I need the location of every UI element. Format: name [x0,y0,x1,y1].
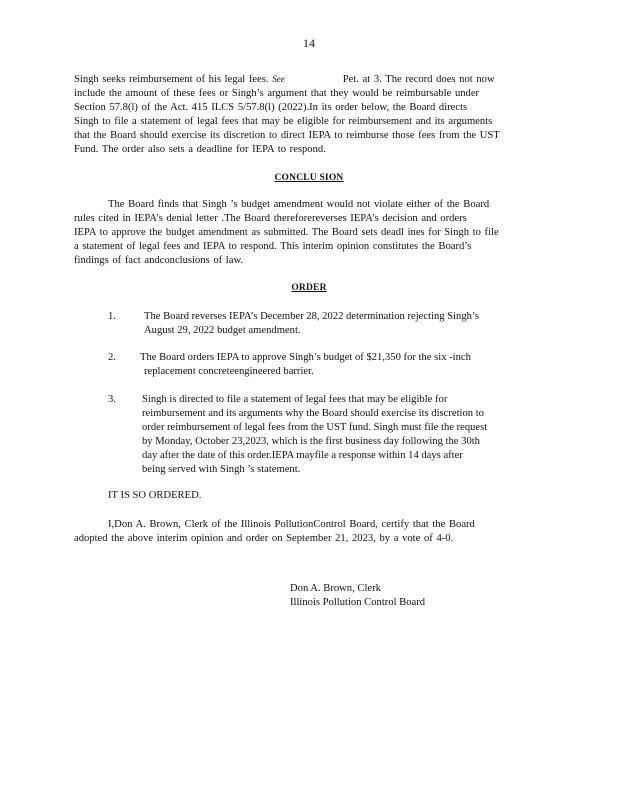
order-item-line: day after the date of this order.IEPA mayfile a response within 14 days after [142,449,463,461]
order-item-line: The Board reverses IEPA’s December 28, 2022 determination rejecting Singh’s [144,311,479,322]
order-heading: ORDER [291,283,327,293]
paragraph-line: Singh seeks reimbursement of his legal fees. See Pet. at 3. The record does not now [74,74,495,85]
paragraph-line: include the amount of these fees or Singh’s argument that they would be reimbursable under [74,87,480,99]
paragraph-line: Singh to file a statement of legal fees that may be eligible for reimbursement and its arguments [74,115,493,127]
order-item-line: by Monday, October 23,2023, which is the first business day following the 30th [142,435,480,447]
fees-paragraph [74,73,544,156]
signature-block [290,582,425,610]
certification-paragraph [74,518,544,546]
paragraph-line: rules cited in IEPA’s denial letter .The Board thereforereverses IEPA’s decision and orders [74,212,467,224]
order-item-line: reimbursement and its arguments why the Board should exercise its discretion to [142,407,484,419]
order-item-number: 2. [108,352,116,363]
page-number: 14 [303,36,315,50]
see-citation: See [272,74,285,84]
paragraph-line: adopted the above interim opinion and order on September 21, 2023, by a vote of 4-0. [74,532,454,544]
paragraph-line: that the Board should exercise its discretion to direct IEPA to reimburse those fees from the UST [74,129,500,141]
paragraph-line: findings of fact andconclusions of law. [74,254,244,266]
order-item-number: 1. [108,311,116,322]
paragraph-line: a statement of legal fees and IEPA to respond. This interim opinion constitutes the Board’s [74,240,472,252]
order-item-number: 3. [108,394,116,405]
paragraph-line: Section 57.8(l) of the Act. 415 ILCS 5/57.8(l) (2022).In its order below, the Board directs [74,101,468,113]
paragraph-line: The Board finds that Singh ’s budget amendment would not violate either of the Board [108,199,490,210]
order-item-line: being served with Singh ’s statement. [142,463,301,475]
order-item-line: August 29, 2022 budget amendment. [144,324,301,336]
order-item-line: order reimbursement of legal fees from the UST fund. Singh must file the request [142,421,488,433]
signature-title: Illinois Pollution Control Board [290,596,426,608]
order-item-line: replacement concreteengineered barrier. [144,365,314,377]
signature-name: Don A. Brown, Clerk [290,583,381,594]
paragraph-line: Fund. The order also sets a deadline for IEPA to respond. [74,143,326,155]
order-item-line: The Board orders IEPA to approve Singh’s budget of $21,350 for the six -inch [140,352,471,363]
conclusion-paragraph [74,198,544,268]
order-item-line: Singh is directed to file a statement of legal fees that may be eligible for [142,394,448,405]
paragraph-line: IEPA to approve the budget amendment as submitted. The Board sets deadl ines for Singh to file [74,226,499,238]
conclusion-heading: CONCLU SION [274,173,344,183]
paragraph-line: I,Don A. Brown, Clerk of the Illinois PollutionControl Board, certify that the Board [108,519,475,530]
so-ordered: IT IS SO ORDERED. [108,490,202,501]
